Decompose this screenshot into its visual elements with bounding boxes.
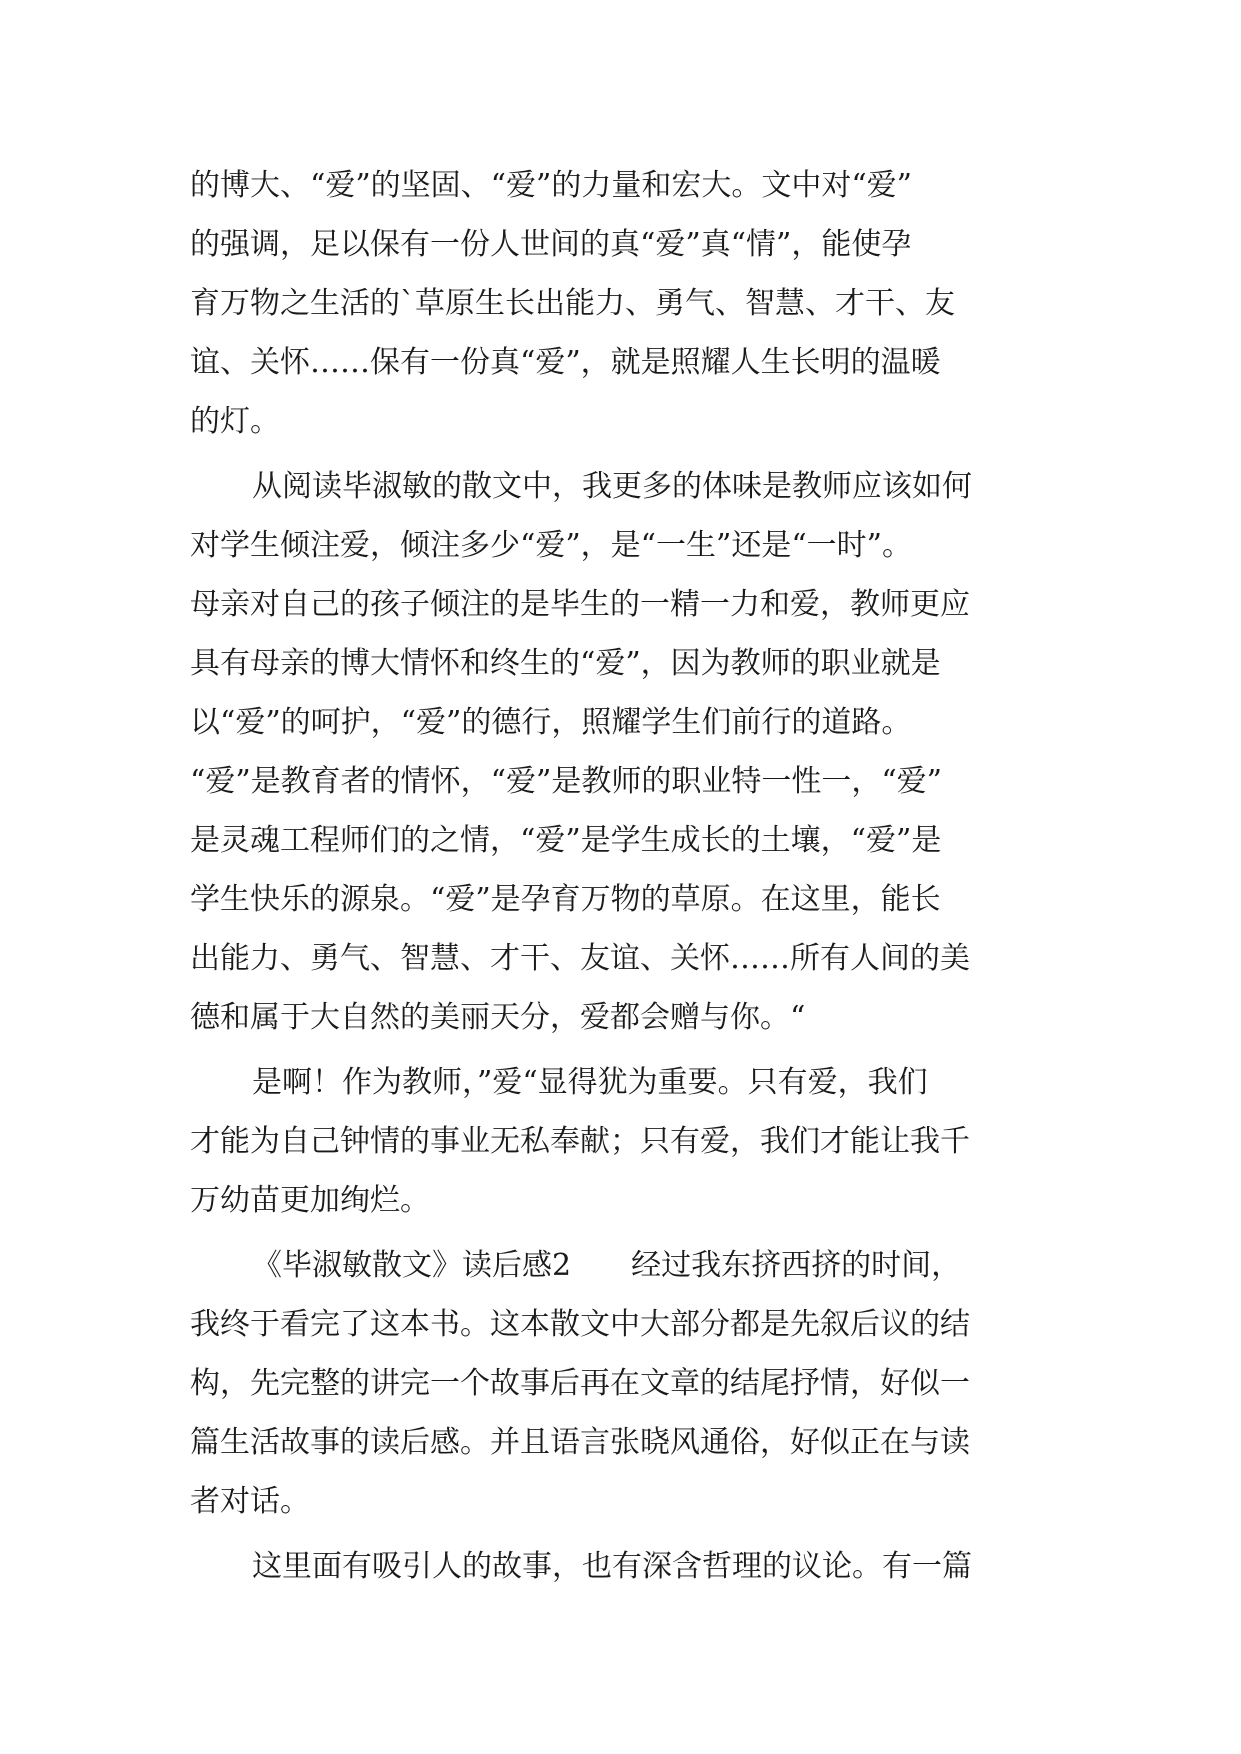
text-line: 以“爱”的呵护，“爱”的德行，照耀学生们前行的道路。 (190, 705, 912, 740)
text-line: “爱”是教育者的情怀，“爱”是教师的职业特一性一，“爱” (190, 764, 943, 799)
text-line: 的灯。 (190, 404, 280, 439)
text-line: 育万物之生活的`草原生长出能力、勇气、智慧、才干、友 (190, 286, 955, 321)
text-line: 出能力、勇气、智慧、才干、友谊、关怀……所有人间的美 (190, 941, 970, 976)
text-line: 篇生活故事的读后感。并且语言张晓风通俗，好似正在与读 (190, 1425, 970, 1460)
text-line: 的博大、“爱”的坚固、“爱”的力量和宏大。文中对“爱” (190, 168, 913, 203)
text-line: 者对话。 (190, 1484, 310, 1519)
text-line: 德和属于大自然的美丽天分，爱都会赠与你。“ (190, 1000, 806, 1035)
text-line: 构，先完整的讲完一个故事后再在文章的结尾抒情，好似一 (190, 1366, 970, 1401)
text-line: 学生快乐的源泉。“爱”是孕育万物的草原。在这里，能长 (190, 882, 941, 917)
text-line: 对学生倾注爱，倾注多少“爱”，是“一生”还是“一时”。 (190, 528, 913, 563)
text-line: 的强调，足以保有一份人世间的真“爱”真“情”，能使孕 (190, 227, 912, 262)
text-line: 谊、关怀……保有一份真“爱”，就是照耀人生长明的温暖 (190, 345, 941, 380)
text-line: 我终于看完了这本书。这本散文中大部分都是先叙后议的结 (190, 1307, 970, 1342)
document-body (190, 156, 1050, 1596)
text-line: 母亲对自己的孩子倾注的是毕生的一精一力和爱，教师更应 (190, 587, 970, 622)
text-line: 这里面有吸引人的故事，也有深含哲理的议论。有一篇 (252, 1549, 972, 1584)
text-line: 具有母亲的博大情怀和终生的“爱”，因为教师的职业就是 (190, 646, 941, 681)
text-line: 是啊！作为教师，”爱“显得犹为重要。只有爱，我们 (252, 1065, 928, 1100)
text-line: 从阅读毕淑敏的散文中，我更多的体味是教师应该如何 (252, 469, 972, 504)
section-heading-line: 《毕淑敏散文》读后感2 经过我东挤西挤的时间， (252, 1248, 962, 1283)
text-line: 是灵魂工程师们的之情，“爱”是学生成长的土壤，“爱”是 (190, 823, 942, 858)
text-line: 万幼苗更加绚烂。 (190, 1183, 430, 1218)
text-line: 才能为自己钟情的事业无私奉献；只有爱，我们才能让我千 (190, 1124, 970, 1159)
